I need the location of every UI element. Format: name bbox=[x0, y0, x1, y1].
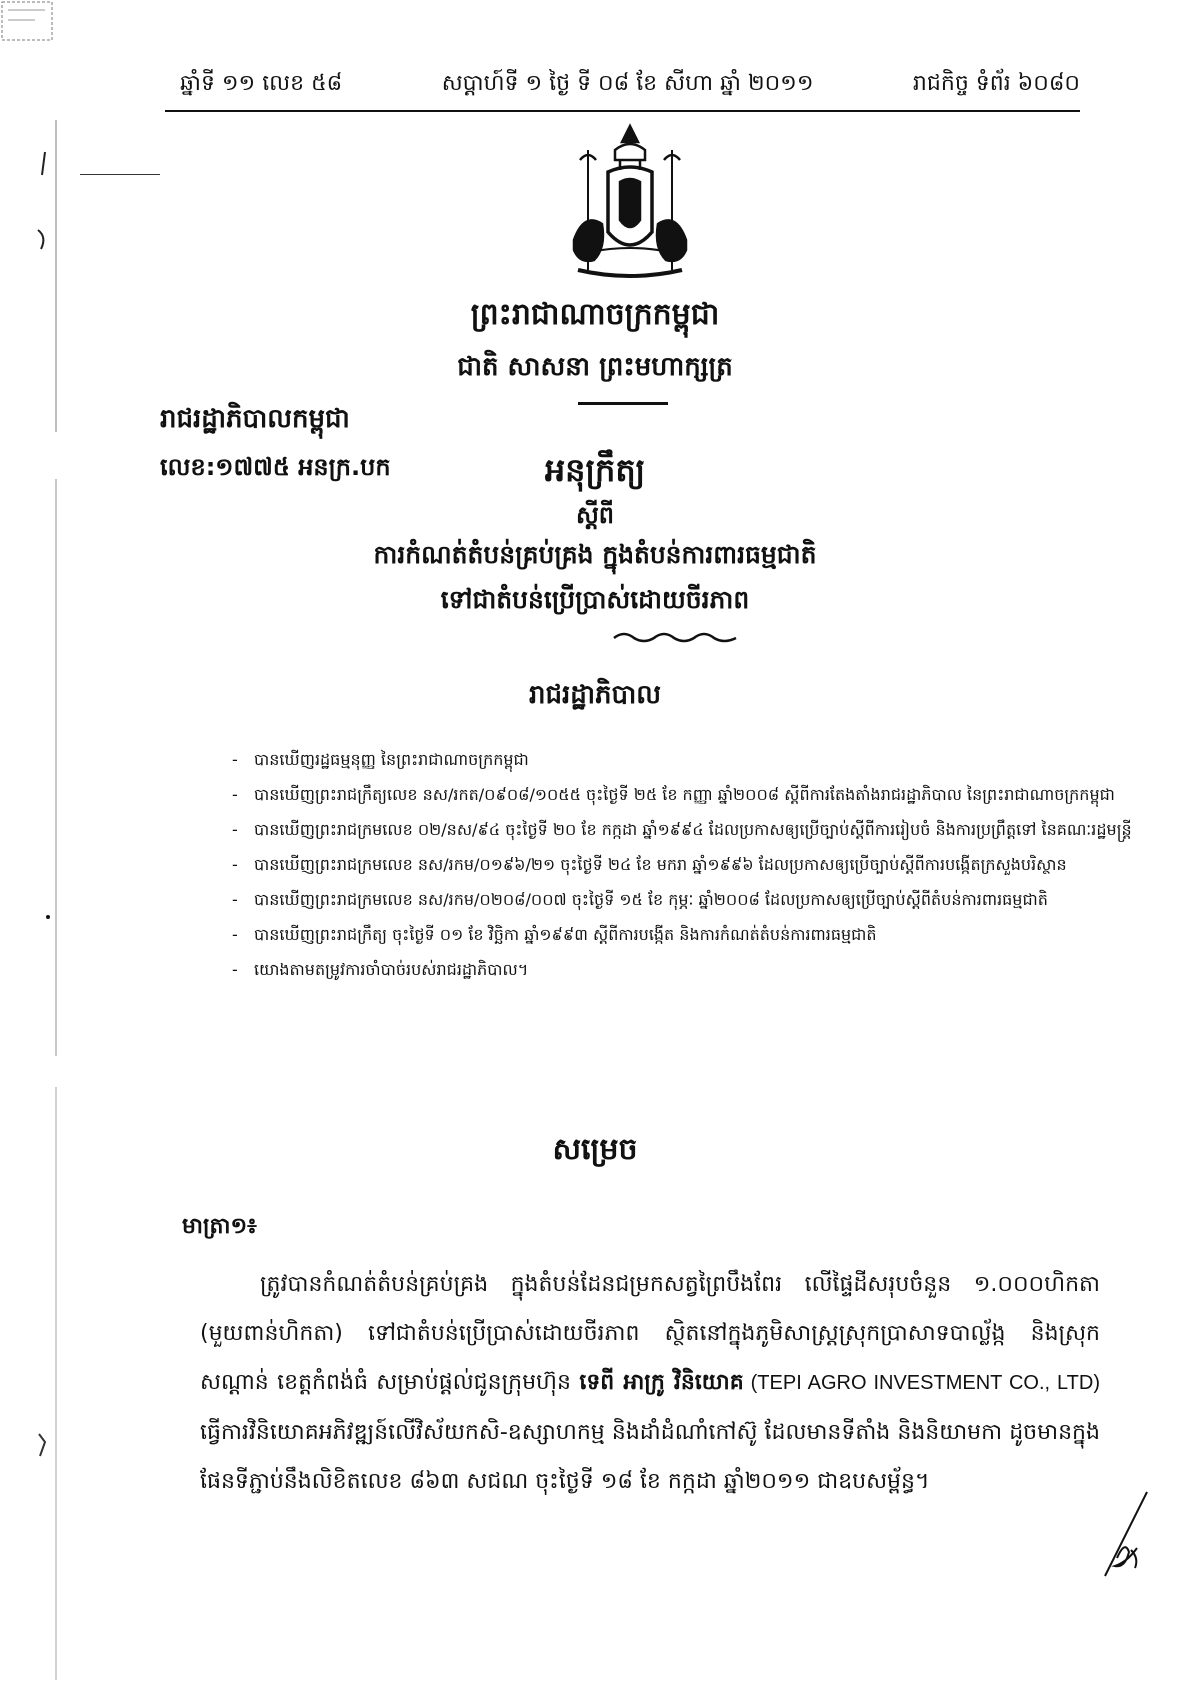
article-body bbox=[200, 1260, 1100, 1506]
margin-rule bbox=[80, 174, 160, 175]
government-name: រាជរដ្ឋាភិបាលកម្ពុជា bbox=[160, 404, 350, 434]
margin-mark bbox=[33, 150, 53, 180]
document-about: ស្តីពី bbox=[575, 501, 615, 529]
national-motto: ជាតិ សាសនា ព្រះមហាក្សត្រ bbox=[457, 352, 733, 382]
recital-item: - បានឃើញព្រះរាជក្រមលេខ ០២/នស/៩៤ ចុះថ្ងៃទី ២០ ខែ កក្កដា ឆ្នាំ១៩៩៤ ដែលប្រកាសឲ្យប្រើច្បាប់ស្តីពីការរៀបចំ និងការប្រព្រឹត្តទៅ នៃគណៈរដ្ឋមន្ត្រី bbox=[232, 815, 1132, 844]
scan-corner-mark bbox=[0, 0, 60, 45]
article-label: មាត្រា១៖ bbox=[182, 1214, 257, 1239]
company-name-kh: ទេពី អាក្រូ វិនិយោគ bbox=[579, 1370, 744, 1395]
recital-item: - បានឃើញរដ្ឋធម្មនុញ្ញ នៃព្រះរាជាណាចក្រកម្ពុជា bbox=[232, 745, 1132, 774]
document-type: អនុក្រឹត្យ bbox=[544, 451, 646, 489]
recital-item: - បានឃើញព្រះរាជក្រមលេខ នស/រកម/០២០៨/០០៧ ចុះថ្ងៃទី ១៥ ខែ កុម្ភៈ ឆ្នាំ២០០៨ ដែលប្រកាសឲ្យប្រើច្បាប់ស្តីពីតំបន់ការពារធម្មជាតិ bbox=[232, 885, 1132, 914]
scan-speck bbox=[46, 915, 50, 919]
recital-item: - បានឃើញព្រះរាជក្រឹត្យ ចុះថ្ងៃទី ០១ ខែ វិច្ឆិកា ឆ្នាំ១៩៩៣ ស្តីពីការបង្កើត និងការកំណត់តំបន់ការពារធម្មជាតិ bbox=[232, 920, 1132, 949]
header-date: សប្តាហ៍ទី ១ ថ្ងៃ ទី ០៨ ខែ សីហា ឆ្នាំ ២០១១ bbox=[441, 71, 814, 96]
header-rule bbox=[165, 110, 1080, 112]
article-text-part1: ត្រូវបានកំណត់តំបន់គ្រប់គ្រង ក្នុងតំបន់ដែនជម្រកសត្វព្រៃបឹងពែរ លើផ្ទៃដីសរុបចំនួន ១.០០០ហិកតា (មួយពាន់ហិកតា) ទៅជាតំបន់ប្រើប្រាស់ដោយចីរភាព ស្ថិតនៅក្នុងភូមិសាស្ត្រស្រុកប្រាសាទបាល្ល័ង្ក និងស្រុកសណ្តាន់ ខេត្តកំពង់ធំ សម្រាប់ផ្តល់ជូនក្រុមហ៊ុន bbox=[200, 1272, 1100, 1395]
margin-mark bbox=[33, 1430, 53, 1460]
document-subject-line2: ទៅជាតំបន់ប្រើប្រាស់ដោយចីរភាព bbox=[440, 585, 750, 614]
issuer-heading: រាជរដ្ឋាភិបាល bbox=[528, 680, 662, 710]
kingdom-title: ព្រះរាជាណាចក្រកម្ពុជា bbox=[470, 297, 720, 332]
signature-initial-icon bbox=[1095, 1488, 1155, 1583]
header-page-number: រាជកិច្ច ទំព័រ ៦០៨០ bbox=[912, 71, 1080, 96]
gazette-header bbox=[180, 68, 1080, 102]
recitals-list bbox=[232, 745, 1132, 990]
document-number: លេខ:១៧៧៥ អនក្រ.បក bbox=[160, 453, 391, 481]
motto-divider bbox=[578, 402, 668, 405]
company-name-en: (TEPI AGRO INVESTMENT CO., LTD) bbox=[743, 1372, 1100, 1394]
recital-item: - បានឃើញព្រះរាជក្រឹត្យលេខ នស/រកត/០៩០៨/១០៥៥ ចុះថ្ងៃទី ២៥ ខែ កញ្ញា ឆ្នាំ២០០៨ ស្តីពីការតែងតាំងរាជរដ្ឋាភិបាល នៃព្រះរាជាណាចក្រកម្ពុជា bbox=[232, 780, 1132, 809]
document-subject-line1: ការកំណត់តំបន់គ្រប់គ្រង ក្នុងតំបន់ការពារធម្មជាតិ bbox=[373, 540, 817, 569]
royal-coat-of-arms-icon bbox=[560, 120, 700, 280]
article-text-part2: ធ្វើការវិនិយោគអភិវឌ្ឍន៍លើវិស័យកសិ-ឧស្សាហកម្ម និងដាំដំណាំកៅស៊ូ ដែលមានទីតាំង និងនិយាមកា ដូចមានក្នុងផែនទីភ្ជាប់នឹងលិខិតលេខ ៨៦៣ សជណ ចុះថ្ងៃទី ១៨ ខែ កក្កដា ឆ្នាំ២០១១ ជាឧបសម្ព័ន្ធ។ bbox=[200, 1420, 1100, 1494]
ornamental-divider bbox=[610, 630, 740, 644]
margin-mark bbox=[33, 225, 53, 255]
recital-item: - បានឃើញព្រះរាជក្រមលេខ នស/រកម/០១៩៦/២១ ចុះថ្ងៃទី ២៤ ខែ មករា ឆ្នាំ១៩៩៦ ដែលប្រកាសឲ្យប្រើច្បាប់ស្តីពីការបង្កើតក្រសួងបរិស្ថាន bbox=[232, 850, 1132, 879]
decision-heading: សម្រេច bbox=[552, 1132, 638, 1167]
recital-item: - យោងតាមតម្រូវការចាំបាច់របស់រាជរដ្ឋាភិបាល។ bbox=[232, 955, 1132, 984]
header-volume: ឆ្នាំទី ១១ លេខ ៥៨ bbox=[180, 71, 343, 96]
